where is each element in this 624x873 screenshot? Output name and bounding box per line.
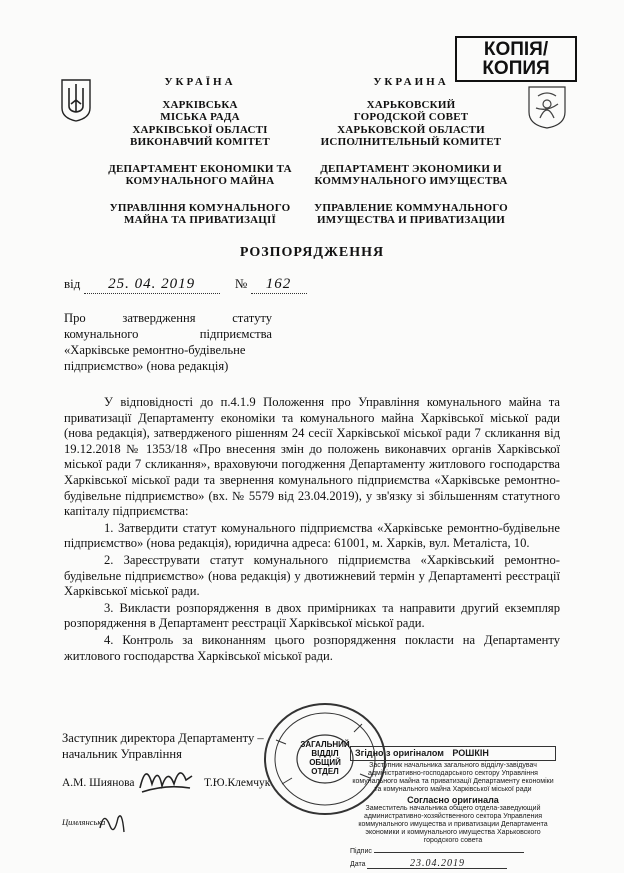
subject-line: комунального підприємства — [64, 327, 272, 341]
item-2: 2. Зареєструвати статут комунального підприємства «Харківський ремонтно-будівельне підприємство» (нова редакція) у двотижневий термін у Департаменті реєстрації Харківської міської ради. — [64, 552, 560, 599]
header-ru-line: УПРАВЛЕНИЕ КОММУНАЛЬНОГО — [314, 201, 508, 214]
approver-name: Цимлянська — [62, 817, 106, 827]
document-title: РОЗПОРЯДЖЕННЯ — [239, 245, 385, 260]
header-ru-line: ХАРЬКОВСКОЙ ОБЛАСТИ — [337, 123, 485, 136]
header-ua-line: ДЕПАРТАМЕНТ ЕКОНОМІКИ ТА — [108, 162, 292, 175]
kharkiv-coat-of-arms-icon — [526, 84, 568, 130]
stamp-detail: Заместитель начальника общего отдела-заведующий административно-хозяйственного сектора Управления коммунального имущества и приватизации Департамента экономики и коммунального имущества Харьковского городского совета — [358, 805, 548, 844]
stamp-signature-row — [350, 847, 556, 856]
header-ru-line: ХАРЬКОВСКИЙ — [366, 98, 456, 111]
seal-line3: ОБЩИЙ ОТДЕЛ — [309, 758, 341, 776]
header-ua-line: КОМУНАЛЬНОГО МАЙНА — [125, 175, 275, 187]
header-ru-line: ДЕПАРТАМЕНТ ЭКОНОМИКИ И — [320, 162, 502, 175]
stamp-signature-label: Підпис — [350, 848, 372, 855]
preamble-paragraph: У відповідності до п.4.1.9 Положення про Управління комунального майна та приватизації Департаменту економіки та комунального майна Харківської міської ради (нова редакція), затвердженого рішенням 24 сесії Харківської міської ради 7 скликання від 19.12.2018 № 1353/18 «Про внесення змін до положень виконавчих органів Харківської міської ради 7 скликання», враховуючи погодження Департаменту житлового господарства Харківської міської ради та звернення комунального підприємства «Харківське ремонтно-будівельне підприємство» (вх. № 5579 від 23.04.2019), у зв'язку зі збільшенням статутного капіталу підприємства: — [64, 395, 560, 519]
header-ru-line: ИМУЩЕСТВА И ПРИВАТИЗАЦИИ — [317, 214, 505, 226]
stamp-date-label: Дата — [350, 861, 366, 868]
header-ua-country: УКРАЇНА — [164, 76, 236, 88]
header-ua-line: МІСЬКА РАДА — [160, 111, 240, 123]
number-value: 162 — [251, 276, 307, 294]
signatory-title-line2: начальник Управління — [62, 747, 182, 761]
document-body — [64, 395, 560, 664]
date-prefix: від — [64, 276, 81, 291]
item-4: 4. Контроль за виконанням цього розпорядження покласти на Департаменту житлового господарства Харківської міської ради. — [64, 632, 560, 663]
seal-center-text — [300, 740, 350, 776]
copy-stamp-line1: КОПІЯ/ — [483, 39, 549, 60]
item-3: 3. Викласти розпорядження в двох примірниках та направити другий екземпляр розпорядження в Департамент реєстрації Харківської міської ради. — [64, 600, 560, 631]
header-ru-line: ГОРОДСКОЙ СОВЕТ — [353, 111, 469, 123]
stamp-position: Заступник начальника загального відділу-завідувач адміністративно-господарського сектору Управління комунального майна та приватизації Департаменту економіки та комунального майна Харківської міської ради — [352, 762, 554, 793]
header-ua — [100, 76, 300, 227]
header-ru — [305, 76, 517, 227]
header-ru-line: ИСПОЛНИТЕЛЬНЫЙ КОМИТЕТ — [320, 136, 502, 148]
subject-block — [64, 310, 272, 374]
signatory-name: Т.Ю.Клемчук — [204, 777, 271, 789]
copy-stamp-line2: КОПИЯ — [482, 58, 550, 79]
header-ru-country: УКРАИНА — [373, 76, 449, 88]
approval-stamp — [350, 746, 556, 869]
signature-scribble-icon — [136, 758, 196, 802]
number-prefix: № — [234, 276, 248, 291]
item-1: 1. Затвердити статут комунального підприємства «Харківське ремонтно-будівельне підприємство» (нова редакція), юридична адреса: 61001, м. Харків, вул. Металіста, 10. — [64, 520, 560, 551]
initials-scribble-icon — [96, 806, 128, 840]
stamp-date-row — [350, 859, 556, 869]
header-ua-line: ХАРКІВСЬКОЇ ОБЛАСТІ — [132, 123, 268, 136]
seal-line1: ЗАГАЛЬНИЙ — [300, 740, 350, 749]
subject-line: Про затвердження статуту — [64, 311, 272, 325]
subject-line: підприємство» (нова редакція) — [64, 359, 229, 373]
stamp-agreed: Согласно оригинала — [407, 795, 499, 805]
signatory-title-line1: Заступник директора Департаменту – — [62, 731, 264, 745]
executor-name: А.М. Шиянова — [62, 777, 135, 789]
stamp-name: РОШКІН — [452, 748, 489, 758]
subject-line: «Харківське ремонтно-будівельне — [64, 343, 246, 357]
seal-line2: ВІДДІЛ — [311, 749, 339, 758]
header-ua-line: МАЙНА ТА ПРИВАТИЗАЦІЇ — [123, 214, 277, 226]
stamp-date-value: 23.04.2019 — [367, 859, 507, 869]
header-ua-line: ХАРКІВСЬКА — [162, 98, 238, 111]
date-number-line — [64, 276, 307, 294]
stamp-copy-correct: Згідно з оригіналом — [355, 748, 444, 758]
header-ru-line: КОММУНАЛЬНОГО ИМУЩЕСТВА — [314, 175, 508, 187]
date-value: 25. 04. 2019 — [84, 276, 220, 294]
trident-emblem-icon — [60, 78, 92, 122]
header-ua-line: УПРАВЛІННЯ КОМУНАЛЬНОГО — [109, 201, 291, 214]
header-ua-line: ВИКОНАВЧИЙ КОМІТЕТ — [130, 136, 270, 148]
